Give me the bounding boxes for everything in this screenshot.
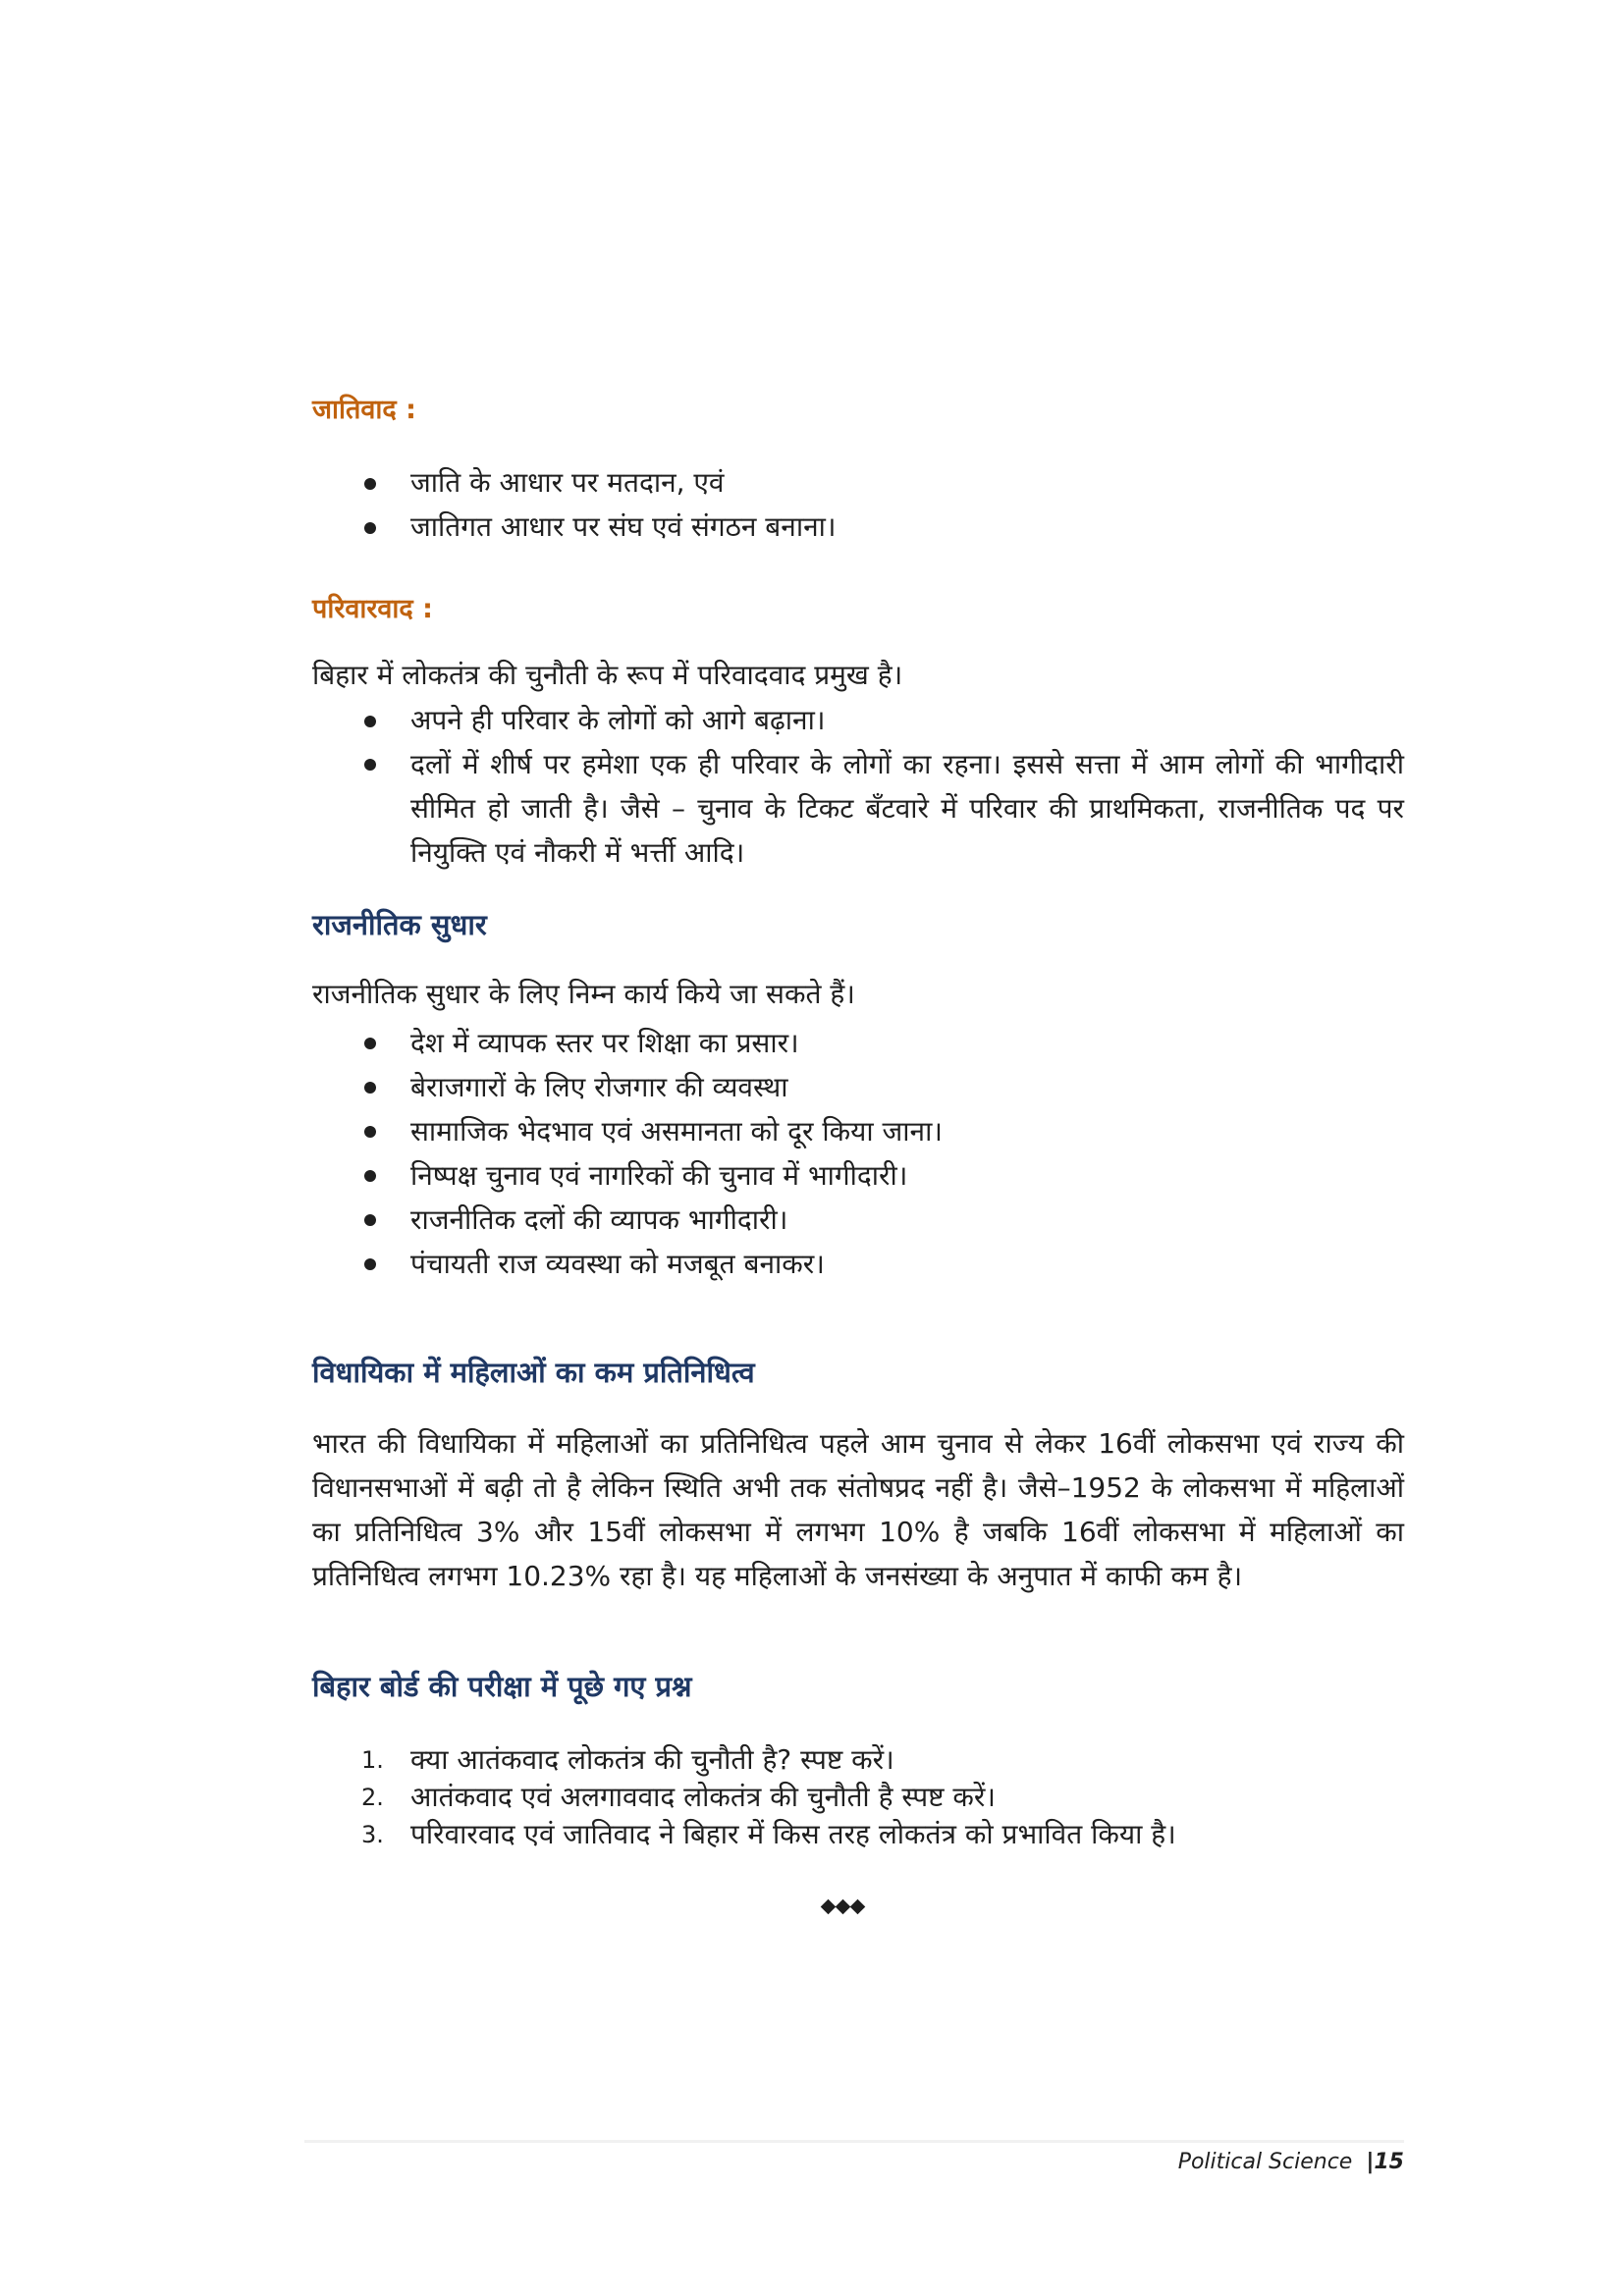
diamond-icon: [836, 1899, 851, 1915]
women-representation-paragraph: भारत की विधायिका में महिलाओं का प्रतिनिधित्व पहले आम चुनाव से लेकर 16वीं लोकसभा एवं राज्य की विधानसभाओं में बढ़ी तो है लेकिन स्थिति अभी तक संतोषप्रद नहीं है। जैसे–1952 के लोकसभा में महिलाओं का प्रतिनिधित्व 3% और 15वीं लोकसभा में लगभग 10% है जबकि 16वीं लोकसभा में महिलाओं का प्रतिनिधित्व लगभग 10.23% रहा है। यह महिलाओं के जनसंख्या के अनुपात में काफी कम है।: [312, 1427, 1404, 1592]
heading-political-reform: राजनीतिक सुधार: [312, 908, 487, 941]
exam-questions-list: [312, 1741, 1404, 1853]
list-item: पंचायती राज व्यवस्था को मजबूत बनाकर।: [312, 1242, 1404, 1286]
heading-women-representation: विधायिका में महिलाओं का कम प्रतिनिधित्व: [312, 1356, 755, 1389]
footer-divider: [304, 2140, 1404, 2143]
heading-casteism: जातिवाद :: [312, 395, 416, 425]
familism-intro: बिहार में लोकतंत्र की चुनौती के रूप में परिवादवाद प्रमुख है।: [312, 659, 903, 691]
list-item: 1. क्या आतंकवाद लोकतंत्र की चुनौती है? स्पष्ट करें।: [361, 1743, 894, 1776]
bullet-icon: [364, 759, 376, 771]
list-item: निष्पक्ष चुनाव एवं नागरिकों की चुनाव में भागीदारी।: [312, 1153, 1404, 1198]
bullet-icon: [364, 1170, 376, 1182]
political-reform-intro: राजनीतिक सुधार के लिए निम्न कार्य किये जा सकते हैं।: [312, 978, 855, 1010]
bullet-icon: [364, 1038, 376, 1049]
section-end-ornament: [823, 1898, 901, 1918]
list-item: अपने ही परिवार के लोगों को आगे बढ़ाना।: [312, 703, 1404, 738]
casteism-list: [312, 465, 1404, 545]
bullet-icon: [364, 478, 376, 490]
heading-familism: परिवारवाद :: [312, 594, 433, 624]
document-page: [312, 0, 1404, 2296]
page-number: |15: [1366, 2150, 1404, 2174]
list-item: दलों में शीर्ष पर हमेशा एक ही परिवार के लोगों का रहना। इससे सत्ता में आम लोगों की भागीदारी सीमित हो जाती है। जैसे – चुनाव के टिकट बँटवारे में परिवार की प्राथमिकता, राजनीतिक पद पर नियुक्ति एवं नौकरी में भर्त्ती आदि।: [312, 742, 1404, 875]
footer-subject: Political Science: [1177, 2150, 1353, 2174]
bullet-icon: [364, 1258, 376, 1270]
list-item: सामाजिक भेदभाव एवं असमानता को दूर किया जाना।: [312, 1109, 1404, 1153]
diamond-icon: [821, 1899, 837, 1915]
list-item: 3. परिवारवाद एवं जातिवाद ने बिहार में किस तरह लोकतंत्र को प्रभावित किया है।: [361, 1818, 1176, 1850]
list-item: जाति के आधार पर मतदान, एवं: [312, 465, 1404, 501]
political-reform-list: [312, 1021, 1404, 1286]
bullet-icon: [364, 522, 376, 534]
heading-exam-questions: बिहार बोर्ड की परीक्षा में पूछे गए प्रश्न: [312, 1670, 692, 1703]
list-item: देश में व्यापक स्तर पर शिक्षा का प्रसार।: [312, 1021, 1404, 1065]
bullet-icon: [364, 1082, 376, 1094]
bullet-icon: [364, 1214, 376, 1226]
list-item: जातिगत आधार पर संघ एवं संगठन बनाना।: [312, 509, 1404, 545]
list-item: बेराजगारों के लिए रोजगार की व्यवस्था: [312, 1065, 1404, 1109]
bullet-icon: [364, 716, 376, 727]
bullet-icon: [364, 1126, 376, 1138]
page-footer: [1178, 2150, 1404, 2174]
diamond-icon: [850, 1899, 866, 1915]
list-item: राजनीतिक दलों की व्यापक भागीदारी।: [312, 1198, 1404, 1242]
familism-list: [312, 703, 1404, 875]
list-item: 2. आतंकवाद एवं अलगाववाद लोकतंत्र की चुनौती है स्पष्ट करें।: [361, 1781, 996, 1813]
